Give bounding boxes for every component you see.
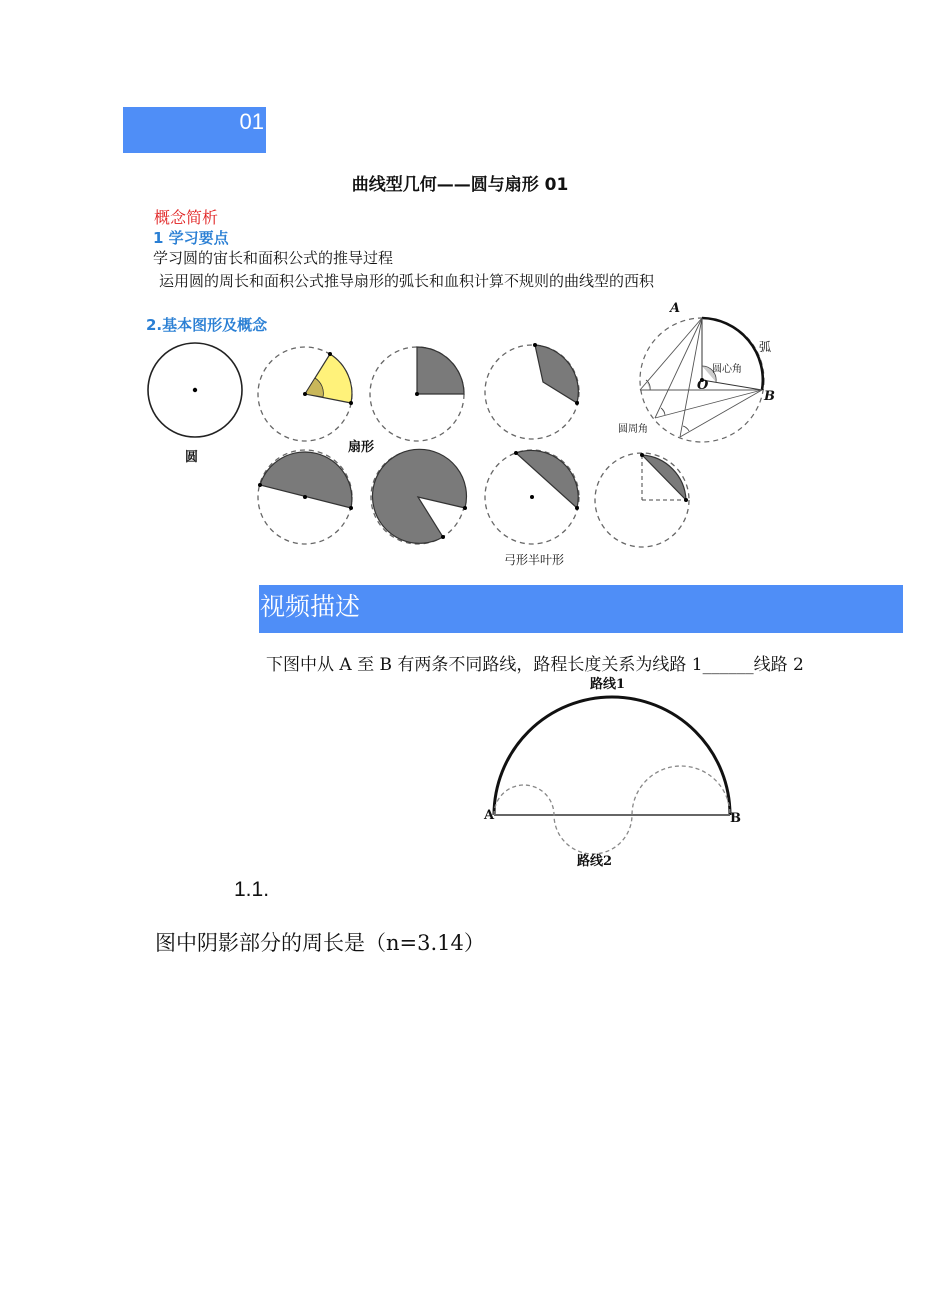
learning-point-1: 学习圆的宙长和面积公式的推导过程	[153, 249, 394, 267]
video-section-title: 视频描述	[260, 592, 361, 621]
route-question: 下图中从 A 至 B 有两条不同路线，路程长度关系为线路 1______线路 2	[266, 655, 804, 675]
figure-sector-quarter	[370, 347, 464, 441]
route-point-b: B	[730, 811, 741, 826]
learning-point-2: 运用圆的周长和面积公式推导扇形的弧长和血积计算不规则的曲线型的西积	[159, 272, 655, 290]
route-point-a: A	[484, 808, 495, 823]
inscribed-angle-label: 圆周角	[618, 424, 648, 435]
figure-sector-highlight	[258, 347, 353, 441]
page-title: 曲线型几何——圆与扇形 01	[351, 175, 569, 195]
exercise-text: 图中阴影部分的周长是（n=3.14）	[155, 931, 485, 955]
exercise-number: 1.1.	[234, 878, 270, 901]
learning-points-heading: 1 学习要点	[153, 229, 229, 247]
figures-section-title: 2.基本图形及概念	[146, 316, 268, 334]
figure-sector-tilted	[485, 343, 579, 439]
figure-segment	[485, 450, 579, 544]
route1-label: 路线1	[590, 677, 626, 692]
sector-label: 扇形	[348, 440, 375, 455]
banner-number: 01	[239, 109, 264, 134]
arc-label: 弧	[759, 340, 772, 354]
figure-quarter-segment	[595, 453, 689, 547]
segment-label: 弓形半叶形	[504, 553, 565, 567]
route2-label: 路线2	[577, 854, 613, 869]
route-diagram	[494, 697, 730, 854]
point-b-label: B	[764, 389, 775, 404]
figure-major-sector	[371, 449, 467, 544]
point-a-label: A	[670, 301, 681, 316]
video-section-bar	[259, 585, 903, 633]
center-o-label: O	[697, 378, 709, 393]
figure-semicircle	[258, 450, 353, 544]
circle-label: 圆	[185, 450, 199, 465]
figure-circle	[148, 343, 242, 437]
central-angle-label: 圆心角	[712, 364, 742, 375]
concept-heading: 概念简析	[154, 208, 219, 227]
